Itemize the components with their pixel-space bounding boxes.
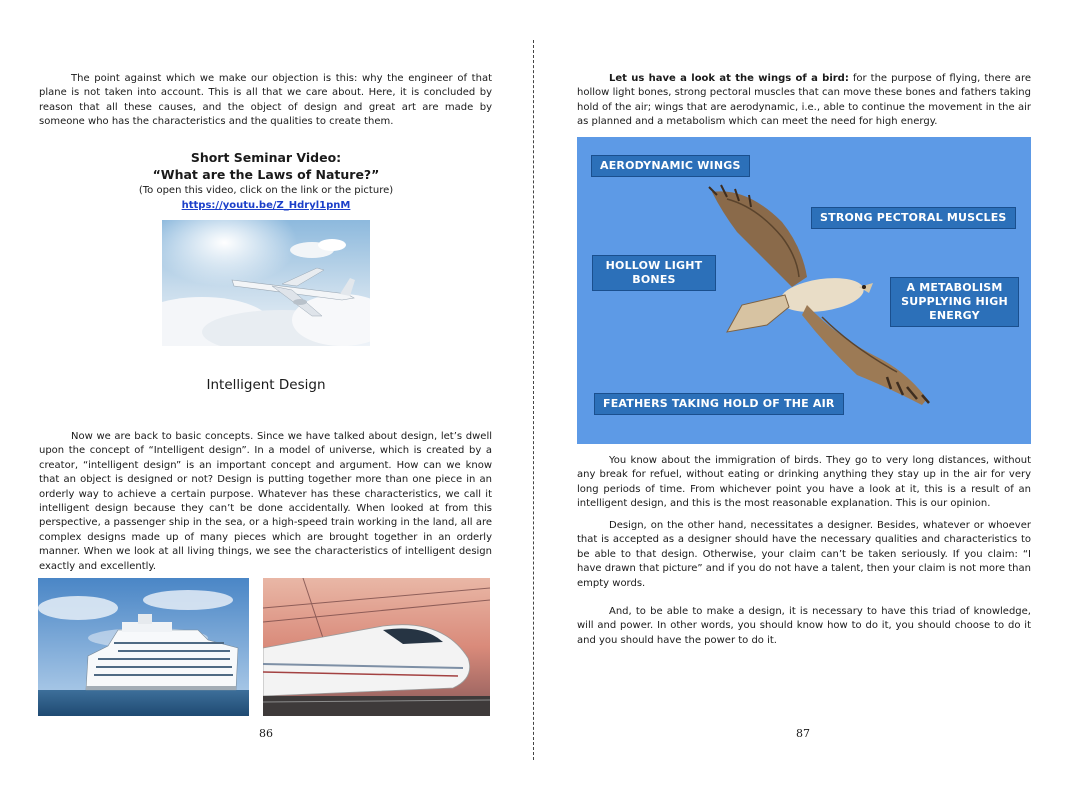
- left-page: [0, 0, 533, 800]
- page-number: 86: [259, 727, 273, 740]
- paragraph-text: for the purpose of flying, there are hollow light bones, strong pectoral muscles that can move these bones and fathers taking hold of the air; wings that are aerodynamic, i.e., able to continue the movement in the air as planned and a metabolism which can meet the need for high energy.: [577, 73, 1031, 128]
- label-aerodynamic-wings: AERODYNAMIC WINGS: [591, 155, 750, 177]
- label-metabolism: A METABOLISM SUPPLYING HIGH ENERGY: [890, 277, 1019, 327]
- paragraph: Now we are back to basic concepts. Since we have talked about design, let’s dwell upon the concept of “Intelligent design”. In a model of universe, which is created by a creator, “intelligent design” is an important concept and argument. How can we know that an object is designed or not? Design is putting together more than one piece in an orderly way to achieve a certain purpose. Whatever has these characteristics, we call it intelligent design because they can’t be done accidentally. When looked at from this perspective, a passenger ship in the sea, or a high-speed train working in the land, all are complex designs made up of many pieces which are brought together in an orderly manner. When we look at all living things, we see the characteristics of intelligent design exactly and excellently.: [39, 431, 492, 572]
- paragraph: [577, 72, 1031, 130]
- paragraph: And, to be able to make a design, it is necessary to have this triad of knowledge, will and power. In other words, you should know how to do it, you should choose to do it and you should have the power to do it.: [577, 606, 1031, 646]
- label-feathers: FEATHERS TAKING HOLD OF THE AIR: [594, 393, 844, 415]
- page-divider: [533, 40, 534, 760]
- video-heading: Short Seminar Video:: [190, 150, 342, 165]
- paragraph: The point against which we make our objection is this: why the engineer of that plane is not taken into account. This is all that we care about. Here, it is concluded by reason that all these causes, and the object of design and great art are made by someone who has the characteristics and the qualities to create them.: [39, 73, 492, 128]
- paragraph: Design, on the other hand, necessitates a designer. Besides, whatever or whoever that is accepted as a designer should have the necessary qualities and characteristics to be able to that design. Otherwise, your claim can’t be taken seriously. If you claim: “I have drawn that picture” and if you do not have a talent, then your claim is not more than empty words.: [577, 520, 1031, 589]
- page-number: 87: [796, 727, 810, 740]
- video-title: “What are the Laws of Nature?”: [152, 167, 380, 182]
- label-hollow-light-bones: HOLLOW LIGHT BONES: [592, 255, 716, 291]
- airplane-image[interactable]: [162, 220, 370, 346]
- bullet-train-image: [263, 578, 490, 716]
- label-strong-pectoral-muscles: STRONG PECTORAL MUSCLES: [811, 207, 1016, 229]
- right-page: [535, 0, 1067, 800]
- bird-wings-diagram: [577, 137, 1031, 444]
- cruise-ship-image: [38, 578, 249, 716]
- video-note: (To open this video, click on the link or the picture): [138, 185, 394, 196]
- lead-bold-text: Let us have a look at the wings of a bird:: [609, 73, 849, 84]
- paragraph: You know about the immigration of birds. They go to very long distances, without any break for refuel, without eating or drinking anything they stay up in the air for very long periods of time. From whichever point you have a look at it, this is a result of an intelligent design, and this is the most reasonable explanation. This is our opinion.: [577, 455, 1031, 510]
- section-title: Intelligent Design: [206, 377, 326, 393]
- video-link[interactable]: https://youtu.be/Z_Hdryl1pnM: [181, 200, 351, 211]
